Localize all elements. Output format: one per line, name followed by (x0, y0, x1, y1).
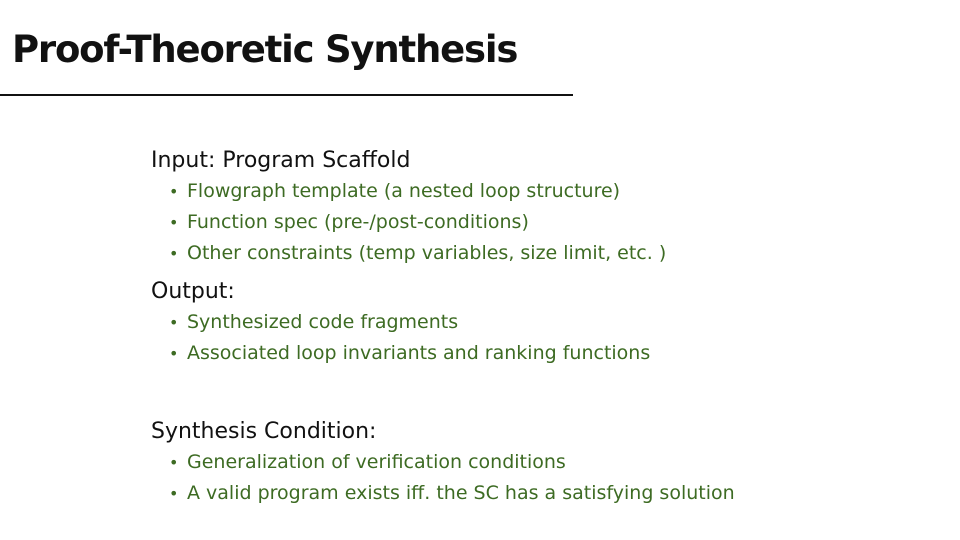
bullet-text: Synthesized code fragments (187, 311, 459, 333)
bullet-text: Associated loop invariants and ranking functions (187, 342, 651, 364)
bullet-icon: • (169, 244, 179, 263)
bullet-text: Other constraints (temp variables, size limit, etc. ) (187, 242, 667, 264)
bullet-text: Generalization of verification conditions (187, 451, 566, 473)
section-input (151, 146, 931, 269)
bullet-list-input (151, 176, 931, 269)
bullet-item (151, 238, 931, 269)
bullet-icon: • (169, 182, 179, 201)
bullet-icon: • (169, 453, 179, 472)
slide-content (151, 146, 931, 509)
section-heading-input: Input: Program Scaffold (151, 148, 411, 173)
bullet-item (151, 478, 931, 509)
bullet-item (151, 176, 931, 207)
section-synthesis-condition (151, 417, 931, 509)
bullet-icon: • (169, 344, 179, 363)
title-underline (0, 94, 573, 96)
bullet-item (151, 207, 931, 238)
bullet-icon: • (169, 213, 179, 232)
bullet-item (151, 447, 931, 478)
bullet-icon: • (169, 484, 179, 503)
section-heading-synthesis-condition: Synthesis Condition: (151, 419, 377, 444)
bullet-list-synthesis-condition (151, 447, 931, 509)
slide-title: Proof-Theoretic Synthesis (12, 28, 518, 71)
bullet-text: Function spec (pre-/post-conditions) (187, 211, 529, 233)
bullet-text: Flowgraph template (a nested loop structure) (187, 180, 621, 202)
section-heading-output: Output: (151, 279, 235, 304)
section-output (151, 277, 931, 369)
bullet-icon: • (169, 313, 179, 332)
bullet-text: A valid program exists iff. the SC has a satisfying solution (187, 482, 735, 504)
bullet-item (151, 338, 931, 369)
bullet-item (151, 307, 931, 338)
bullet-list-output (151, 307, 931, 369)
